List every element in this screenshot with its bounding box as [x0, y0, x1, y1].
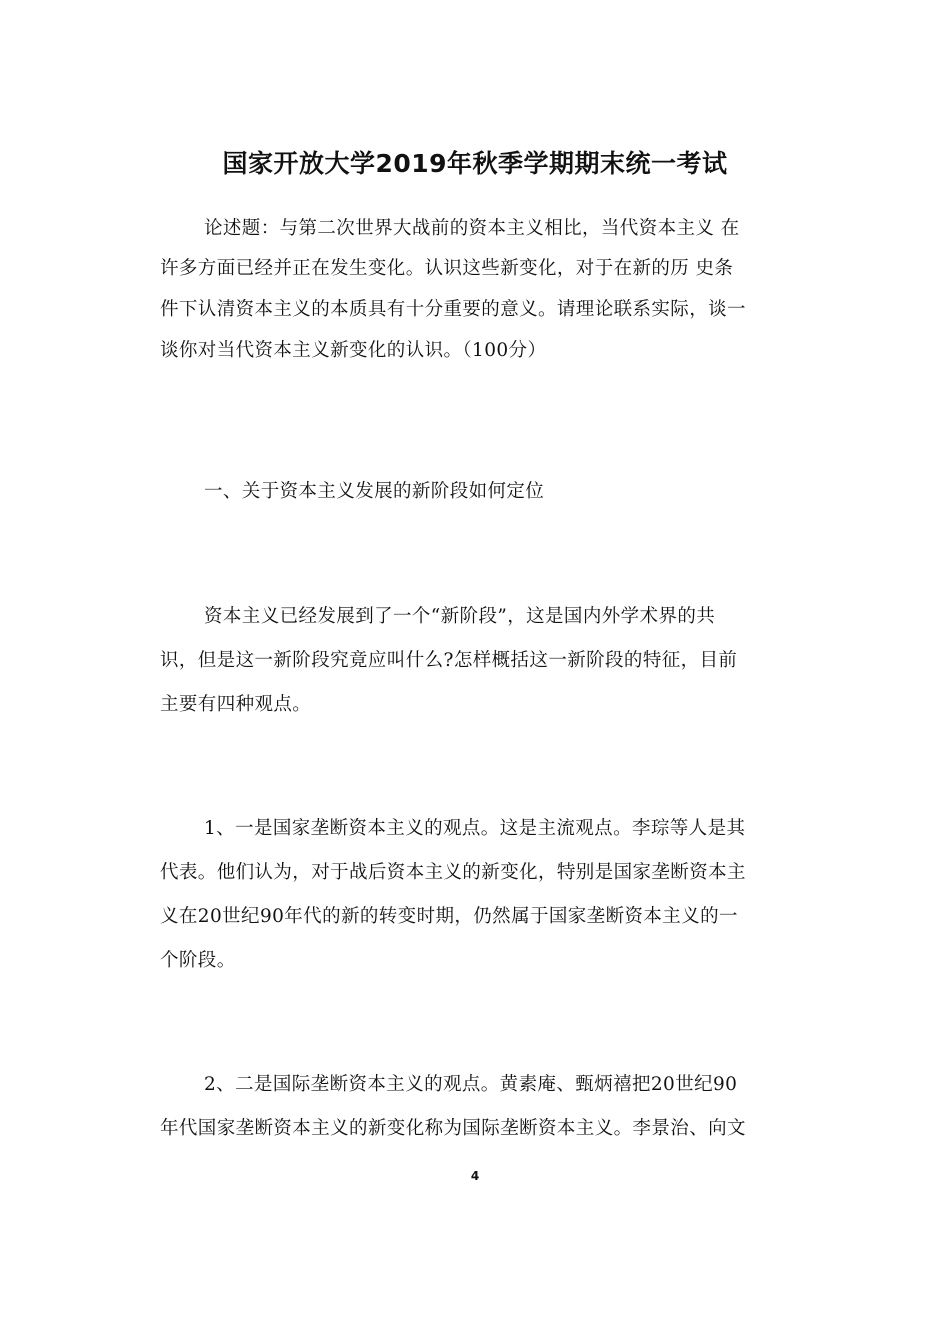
question-line-3: 件下认清资本主义的本质具有十分重要的意义。请理论联系实际，谈一	[160, 299, 746, 320]
paragraph-2-line-3: 义在20世纪90年代的新的转变时期，仍然属于国家垄断资本主义的一	[160, 906, 738, 927]
question-line-2: 许多方面已经并正在发生变化。认识这些新变化，对于在新的历 史条	[160, 258, 734, 279]
paragraph-1-line-3: 主要有四种观点。	[160, 694, 312, 715]
page-number: 4	[470, 1169, 480, 1183]
question-line-4: 谈你对当代资本主义新变化的认识。（100分）	[160, 340, 547, 361]
paragraph-3-line-2: 年代国家垄断资本主义的新变化称为国际垄断资本主义。李景治、向文	[160, 1118, 746, 1139]
paragraph-2-line-1: 1、一是国家垄断资本主义的观点。这是主流观点。李琮等人是其	[204, 818, 746, 839]
paragraph-1-line-2: 识，但是这一新阶段究竟应叫什么?怎样概括这一新阶段的特征，目前	[160, 650, 738, 671]
section-heading: 一、关于资本主义发展的新阶段如何定位	[204, 481, 545, 502]
paragraph-1-line-1: 资本主义已经发展到了一个“新阶段”，这是国内外学术界的共	[204, 606, 716, 627]
document-title: 国家开放大学2019年秋季学期期末统一考试	[222, 149, 728, 178]
paragraph-3-line-1: 2、二是国际垄断资本主义的观点。黄素庵、甄炳禧把20世纪90	[204, 1074, 738, 1095]
paragraph-2-line-4: 个阶段。	[160, 950, 236, 971]
question-line-1: 论述题：与第二次世界大战前的资本主义相比，当代资本主义 在	[204, 218, 740, 239]
paragraph-2-line-2: 代表。他们认为，对于战后资本主义的新变化，特别是国家垄断资本主	[160, 862, 746, 883]
